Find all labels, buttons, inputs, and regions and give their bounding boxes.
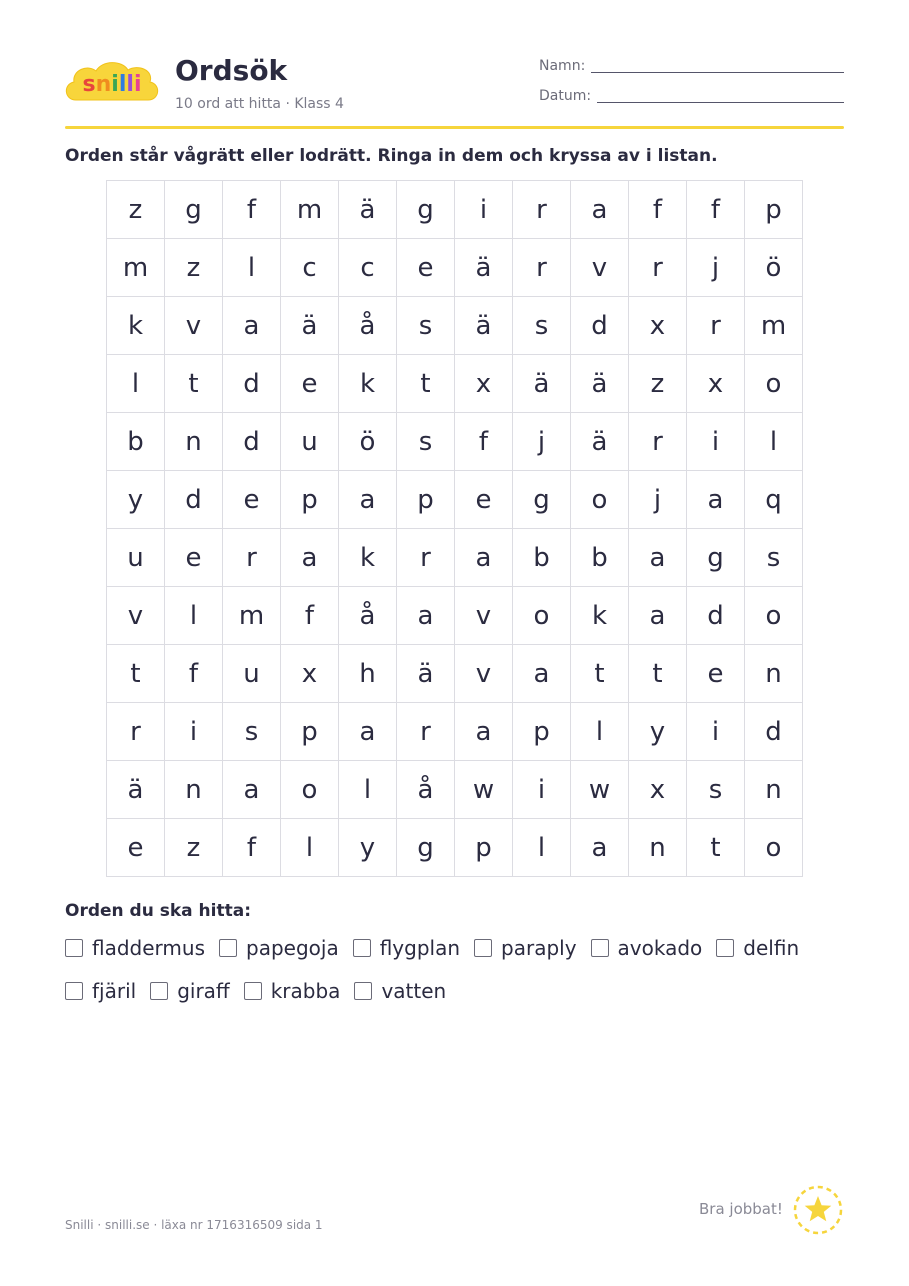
grid-cell[interactable]: v <box>571 239 629 297</box>
grid-cell[interactable]: l <box>107 355 165 413</box>
word-item <box>244 979 341 1003</box>
grid-cell[interactable]: ä <box>571 355 629 413</box>
grid-cell[interactable]: y <box>107 471 165 529</box>
word-checkbox[interactable] <box>219 939 237 957</box>
grid-cell[interactable]: l <box>571 703 629 761</box>
grid-cell[interactable]: j <box>629 471 687 529</box>
grid-cell[interactable]: h <box>339 645 397 703</box>
grid-cell[interactable]: å <box>339 587 397 645</box>
grid-cell[interactable]: i <box>165 703 223 761</box>
grid-cell[interactable]: t <box>107 645 165 703</box>
word-item <box>591 936 703 960</box>
word-label: flygplan <box>379 936 461 960</box>
word-list-row-1 <box>65 936 813 960</box>
grid-cell[interactable]: f <box>629 181 687 239</box>
grid-cell[interactable]: r <box>629 239 687 297</box>
grid-cell[interactable]: z <box>107 181 165 239</box>
grid-cell[interactable]: a <box>223 297 281 355</box>
grid-cell[interactable]: f <box>455 413 513 471</box>
grid-cell[interactable]: a <box>397 587 455 645</box>
word-checkbox[interactable] <box>150 982 168 1000</box>
grid-cell[interactable]: f <box>687 181 745 239</box>
grid-cell[interactable]: o <box>281 761 339 819</box>
grid-cell[interactable]: a <box>571 181 629 239</box>
word-item <box>150 979 230 1003</box>
grid-cell[interactable]: ä <box>513 355 571 413</box>
date-field[interactable] <box>597 102 844 103</box>
page-title: Ordsök <box>175 54 288 87</box>
word-label: krabba <box>270 979 341 1003</box>
grid-cell[interactable]: k <box>339 529 397 587</box>
word-item <box>219 936 339 960</box>
grid-cell[interactable]: f <box>281 587 339 645</box>
grid-cell[interactable]: m <box>281 181 339 239</box>
grid-cell[interactable]: j <box>513 413 571 471</box>
grid-cell[interactable]: e <box>455 471 513 529</box>
word-item <box>65 979 136 1003</box>
grid-cell[interactable]: i <box>513 761 571 819</box>
grid-cell[interactable]: e <box>223 471 281 529</box>
grid-cell[interactable]: c <box>339 239 397 297</box>
grid-cell[interactable]: ä <box>455 297 513 355</box>
word-label: paraply <box>501 936 577 960</box>
grid-cell[interactable]: a <box>629 529 687 587</box>
grid-cell[interactable]: l <box>513 819 571 877</box>
grid-cell[interactable]: p <box>513 703 571 761</box>
footer-info: Snilli · snilli.se · läxa nr 1716316509 sida 1 <box>65 1218 323 1232</box>
grid-cell[interactable]: l <box>165 587 223 645</box>
grid-cell[interactable]: ä <box>571 413 629 471</box>
grid-cell[interactable]: o <box>745 819 803 877</box>
grid-cell[interactable]: w <box>571 761 629 819</box>
word-checkbox[interactable] <box>65 939 83 957</box>
grid-cell[interactable]: m <box>745 297 803 355</box>
grid-cell[interactable]: l <box>223 239 281 297</box>
word-item <box>716 936 799 960</box>
grid-cell[interactable]: b <box>513 529 571 587</box>
grid-cell[interactable]: n <box>165 761 223 819</box>
grid-cell[interactable]: a <box>339 471 397 529</box>
grid-cell[interactable]: s <box>223 703 281 761</box>
svg-text:snilli: snilli <box>82 72 142 97</box>
grid-cell[interactable]: n <box>629 819 687 877</box>
word-item <box>354 979 446 1003</box>
grid-cell[interactable]: x <box>687 355 745 413</box>
grid-cell[interactable]: s <box>513 297 571 355</box>
word-checkbox[interactable] <box>65 982 83 1000</box>
star-badge-icon <box>792 1184 844 1236</box>
grid-cell[interactable]: g <box>165 181 223 239</box>
grid-cell[interactable]: t <box>165 355 223 413</box>
grid-cell[interactable]: ä <box>281 297 339 355</box>
grid-cell[interactable]: f <box>165 645 223 703</box>
grid-cell[interactable]: o <box>745 587 803 645</box>
grid-cell[interactable]: l <box>339 761 397 819</box>
grid-cell[interactable]: w <box>455 761 513 819</box>
grid-cell[interactable]: a <box>455 529 513 587</box>
grid-cell[interactable]: l <box>281 819 339 877</box>
grid-cell[interactable]: s <box>397 297 455 355</box>
grid-cell[interactable]: r <box>223 529 281 587</box>
grid-cell[interactable]: n <box>745 761 803 819</box>
grid-cell[interactable]: u <box>107 529 165 587</box>
grid-cell[interactable]: b <box>107 413 165 471</box>
praise-text: Bra jobbat! <box>699 1200 783 1218</box>
grid-cell[interactable]: i <box>687 413 745 471</box>
grid-cell[interactable]: p <box>281 471 339 529</box>
word-item <box>65 936 205 960</box>
date-label: Datum: <box>539 88 592 104</box>
name-field[interactable] <box>591 72 844 73</box>
word-list-row-2 <box>65 979 460 1003</box>
word-label: fjäril <box>92 979 137 1003</box>
name-label: Namn: <box>539 58 586 74</box>
grid-cell[interactable]: l <box>745 413 803 471</box>
grid-cell[interactable]: t <box>397 355 455 413</box>
page-subtitle: 10 ord att hitta · Klass 4 <box>175 96 344 112</box>
word-label: avokado <box>617 936 703 960</box>
instruction-text: Orden står vågrätt eller lodrätt. Ringa in dem och kryssa av i listan. <box>65 146 718 166</box>
grid-cell[interactable]: z <box>629 355 687 413</box>
grid-cell[interactable]: a <box>455 703 513 761</box>
grid-cell[interactable]: a <box>571 819 629 877</box>
word-checkbox[interactable] <box>354 982 372 1000</box>
grid-cell[interactable]: r <box>107 703 165 761</box>
grid-cell[interactable]: k <box>571 587 629 645</box>
word-label: delfin <box>743 936 800 960</box>
word-label: vatten <box>381 979 447 1003</box>
word-item <box>353 936 460 960</box>
grid-cell[interactable]: e <box>397 239 455 297</box>
grid-cell[interactable]: z <box>165 819 223 877</box>
word-item <box>474 936 577 960</box>
grid-cell[interactable]: x <box>629 761 687 819</box>
header-divider <box>65 126 844 129</box>
grid-cell[interactable]: i <box>687 703 745 761</box>
grid-cell[interactable]: d <box>165 471 223 529</box>
grid-cell[interactable]: b <box>571 529 629 587</box>
grid-cell[interactable]: a <box>223 761 281 819</box>
grid-cell[interactable]: x <box>629 297 687 355</box>
grid-cell[interactable]: q <box>745 471 803 529</box>
grid-cell[interactable]: i <box>455 181 513 239</box>
grid-cell[interactable]: å <box>339 297 397 355</box>
word-checkbox[interactable] <box>716 939 734 957</box>
grid-cell[interactable]: y <box>629 703 687 761</box>
word-label: giraff <box>177 979 230 1003</box>
grid-cell[interactable]: p <box>397 471 455 529</box>
snilli-logo <box>62 56 162 110</box>
grid-cell[interactable]: f <box>223 819 281 877</box>
grid-cell[interactable]: t <box>571 645 629 703</box>
grid-cell[interactable]: x <box>281 645 339 703</box>
grid-cell[interactable]: s <box>397 413 455 471</box>
grid-cell[interactable]: r <box>687 297 745 355</box>
letter-grid <box>106 180 803 877</box>
grid-cell[interactable]: m <box>107 239 165 297</box>
grid-cell[interactable]: z <box>165 239 223 297</box>
word-label: papegoja <box>246 936 339 960</box>
grid-cell[interactable]: m <box>223 587 281 645</box>
grid-cell[interactable]: d <box>223 413 281 471</box>
grid-cell[interactable]: d <box>687 587 745 645</box>
grid-cell[interactable]: n <box>745 645 803 703</box>
grid-cell[interactable]: ä <box>455 239 513 297</box>
grid-cell[interactable]: g <box>513 471 571 529</box>
grid-cell[interactable]: n <box>165 413 223 471</box>
word-checkbox[interactable] <box>244 982 262 1000</box>
grid-cell[interactable]: r <box>629 413 687 471</box>
grid-cell[interactable]: r <box>513 181 571 239</box>
grid-cell[interactable]: p <box>455 819 513 877</box>
grid-cell[interactable]: y <box>339 819 397 877</box>
grid-cell[interactable]: k <box>339 355 397 413</box>
grid-cell[interactable]: å <box>397 761 455 819</box>
grid-cell[interactable]: a <box>339 703 397 761</box>
grid-cell[interactable]: a <box>687 471 745 529</box>
grid-cell[interactable]: g <box>397 819 455 877</box>
grid-cell[interactable]: t <box>687 819 745 877</box>
grid-cell[interactable]: r <box>513 239 571 297</box>
grid-cell[interactable]: g <box>687 529 745 587</box>
grid-cell[interactable]: ä <box>107 761 165 819</box>
grid-cell[interactable]: j <box>687 239 745 297</box>
grid-cell[interactable]: k <box>107 297 165 355</box>
grid-cell[interactable]: o <box>513 587 571 645</box>
grid-cell[interactable]: c <box>281 239 339 297</box>
grid-cell[interactable]: r <box>397 703 455 761</box>
grid-cell[interactable]: d <box>223 355 281 413</box>
grid-cell[interactable]: f <box>223 181 281 239</box>
word-checkbox[interactable] <box>353 939 371 957</box>
grid-cell[interactable]: o <box>571 471 629 529</box>
grid-cell[interactable]: s <box>745 529 803 587</box>
grid-cell[interactable]: v <box>107 587 165 645</box>
grid-cell[interactable]: r <box>397 529 455 587</box>
grid-cell[interactable]: s <box>687 761 745 819</box>
grid-cell[interactable]: a <box>281 529 339 587</box>
grid-cell[interactable]: u <box>223 645 281 703</box>
words-heading: Orden du ska hitta: <box>65 901 252 921</box>
grid-cell[interactable]: e <box>165 529 223 587</box>
grid-cell[interactable]: d <box>745 703 803 761</box>
grid-cell[interactable]: e <box>687 645 745 703</box>
grid-cell[interactable]: ö <box>745 239 803 297</box>
grid-cell[interactable]: e <box>281 355 339 413</box>
grid-cell[interactable]: v <box>165 297 223 355</box>
word-label: fladdermus <box>92 936 205 960</box>
grid-cell[interactable]: a <box>513 645 571 703</box>
grid-cell[interactable]: e <box>107 819 165 877</box>
grid-cell[interactable]: x <box>455 355 513 413</box>
grid-cell[interactable]: g <box>397 181 455 239</box>
grid-cell[interactable]: ä <box>339 181 397 239</box>
word-checkbox[interactable] <box>474 939 492 957</box>
grid-cell[interactable]: v <box>455 587 513 645</box>
grid-cell[interactable]: ö <box>339 413 397 471</box>
grid-cell[interactable]: p <box>745 181 803 239</box>
grid-cell[interactable]: d <box>571 297 629 355</box>
word-checkbox[interactable] <box>591 939 609 957</box>
grid-cell[interactable]: o <box>745 355 803 413</box>
grid-cell[interactable]: u <box>281 413 339 471</box>
grid-cell[interactable]: ä <box>397 645 455 703</box>
grid-cell[interactable]: p <box>281 703 339 761</box>
grid-cell[interactable]: t <box>629 645 687 703</box>
grid-cell[interactable]: v <box>455 645 513 703</box>
grid-cell[interactable]: a <box>629 587 687 645</box>
